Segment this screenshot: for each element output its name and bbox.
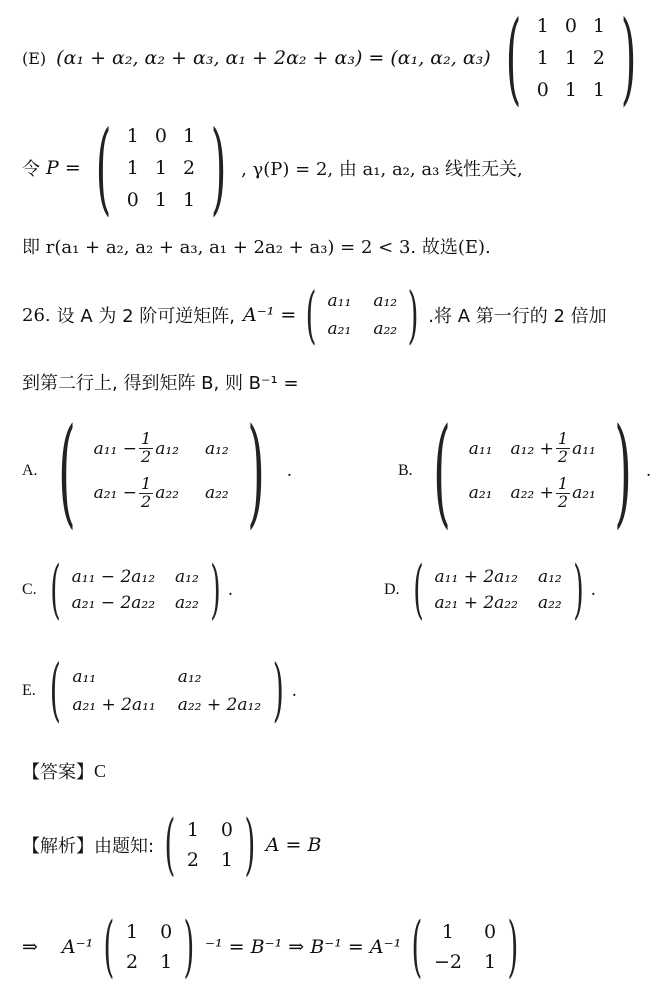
a-inverse-eq: A⁻¹ = — [243, 304, 297, 326]
question-26-line2 — [22, 366, 299, 398]
option-c[interactable]: C. ( a₁₁ − 2a₁₂ a₁₂ a₂₁ − 2a₂₂ a₂₂ ) . — [22, 553, 234, 627]
option-e-label: E. — [22, 682, 36, 699]
matrix-3x3-line1: ( 1 0 1 1 1 2 0 1 1 ) — [505, 0, 637, 116]
line-conclusion — [22, 228, 491, 264]
option-c-label: C. — [22, 581, 37, 598]
option-b-label: B. — [398, 462, 413, 479]
implies-arrow-1: ⇒ — [22, 936, 38, 958]
question-text-b: .将 A 第一行的 2 倍加 — [428, 306, 607, 327]
derivation-middle: ⁻¹ = B⁻¹ ⇒ B⁻¹ = A⁻¹ — [204, 936, 402, 958]
question-text-a: 设 A 为 2 阶可逆矩阵, — [56, 306, 236, 327]
conclusion-text: 即 r(a₁ + a₂, a₂ + a₃, a₁ + 2a₂ + a₃) = 2 < 3. 故选(E). — [22, 237, 491, 258]
question-number: 26. — [22, 304, 51, 326]
analysis-text: 由题知: — [94, 836, 155, 857]
answer-value: C — [94, 760, 107, 781]
line-option-e-identity — [22, 0, 651, 116]
analysis-equation: A = B — [265, 834, 322, 856]
question-26-line1 — [22, 278, 607, 351]
option-a-label: A. — [22, 462, 38, 479]
option-a[interactable]: A. ( a₁₁ − $\frac{1}{2}$ a₁₂ a₁₂ a₂₁ − $\frac{1}{2}$ a₂₂ a₂₂ ) . — [22, 402, 293, 540]
rank-statement: , γ(P) = 2, 由 a₁, a₂, a₃ 线性无关, — [241, 159, 523, 180]
question-text-c: 到第二行上, 得到矩阵 B, 则 B⁻¹ = — [22, 373, 299, 394]
derivation-line — [22, 908, 529, 985]
line-let-p — [22, 109, 523, 226]
answer-line — [22, 756, 106, 786]
option-e-label: (E) — [22, 48, 47, 68]
p-equals: P = — [46, 157, 81, 179]
matrix-derivation-1: ( 1 0 2 1 ) — [103, 908, 195, 985]
identity-lhs: (α₁ + α₂, α₂ + α₃, α₁ + 2α₂ + α₃) = (α₁, α₂, α₃) — [56, 47, 491, 69]
matrix-p: ( 1 0 1 1 1 2 0 1 1 ) — [95, 109, 227, 226]
option-e[interactable]: E. ( a₁₁ a₁₂ a₂₁ + 2a₁₁ a₂₂ + 2a₁₂ ) . — [22, 651, 298, 730]
a-inverse-term: A⁻¹ — [61, 936, 94, 958]
analysis-label: 【解析】 — [22, 836, 94, 857]
analysis-line — [22, 806, 322, 883]
matrix-derivation-2: ( 1 0 −2 1 ) — [411, 908, 519, 985]
answer-label: 【答案】 — [22, 762, 94, 783]
option-b[interactable]: B. ( a₁₁ a₁₂ + $\frac{1}{2}$ a₁₁ a₂₁ a₂₂ + $\frac{1}{2}$ a₂₁ ) . — [398, 402, 652, 540]
option-d[interactable]: D. ( a₁₁ + 2a₁₂ a₁₂ a₂₁ + 2a₂₂ a₂₂ ) . — [384, 553, 597, 627]
matrix-a-inverse: ( a₁₁ a₁₂ a₂₁ a₂₂ ) — [305, 278, 419, 351]
option-d-label: D. — [384, 581, 400, 598]
matrix-elementary: ( 1 0 2 1 ) — [164, 806, 256, 883]
let-word: 令 — [22, 159, 40, 180]
